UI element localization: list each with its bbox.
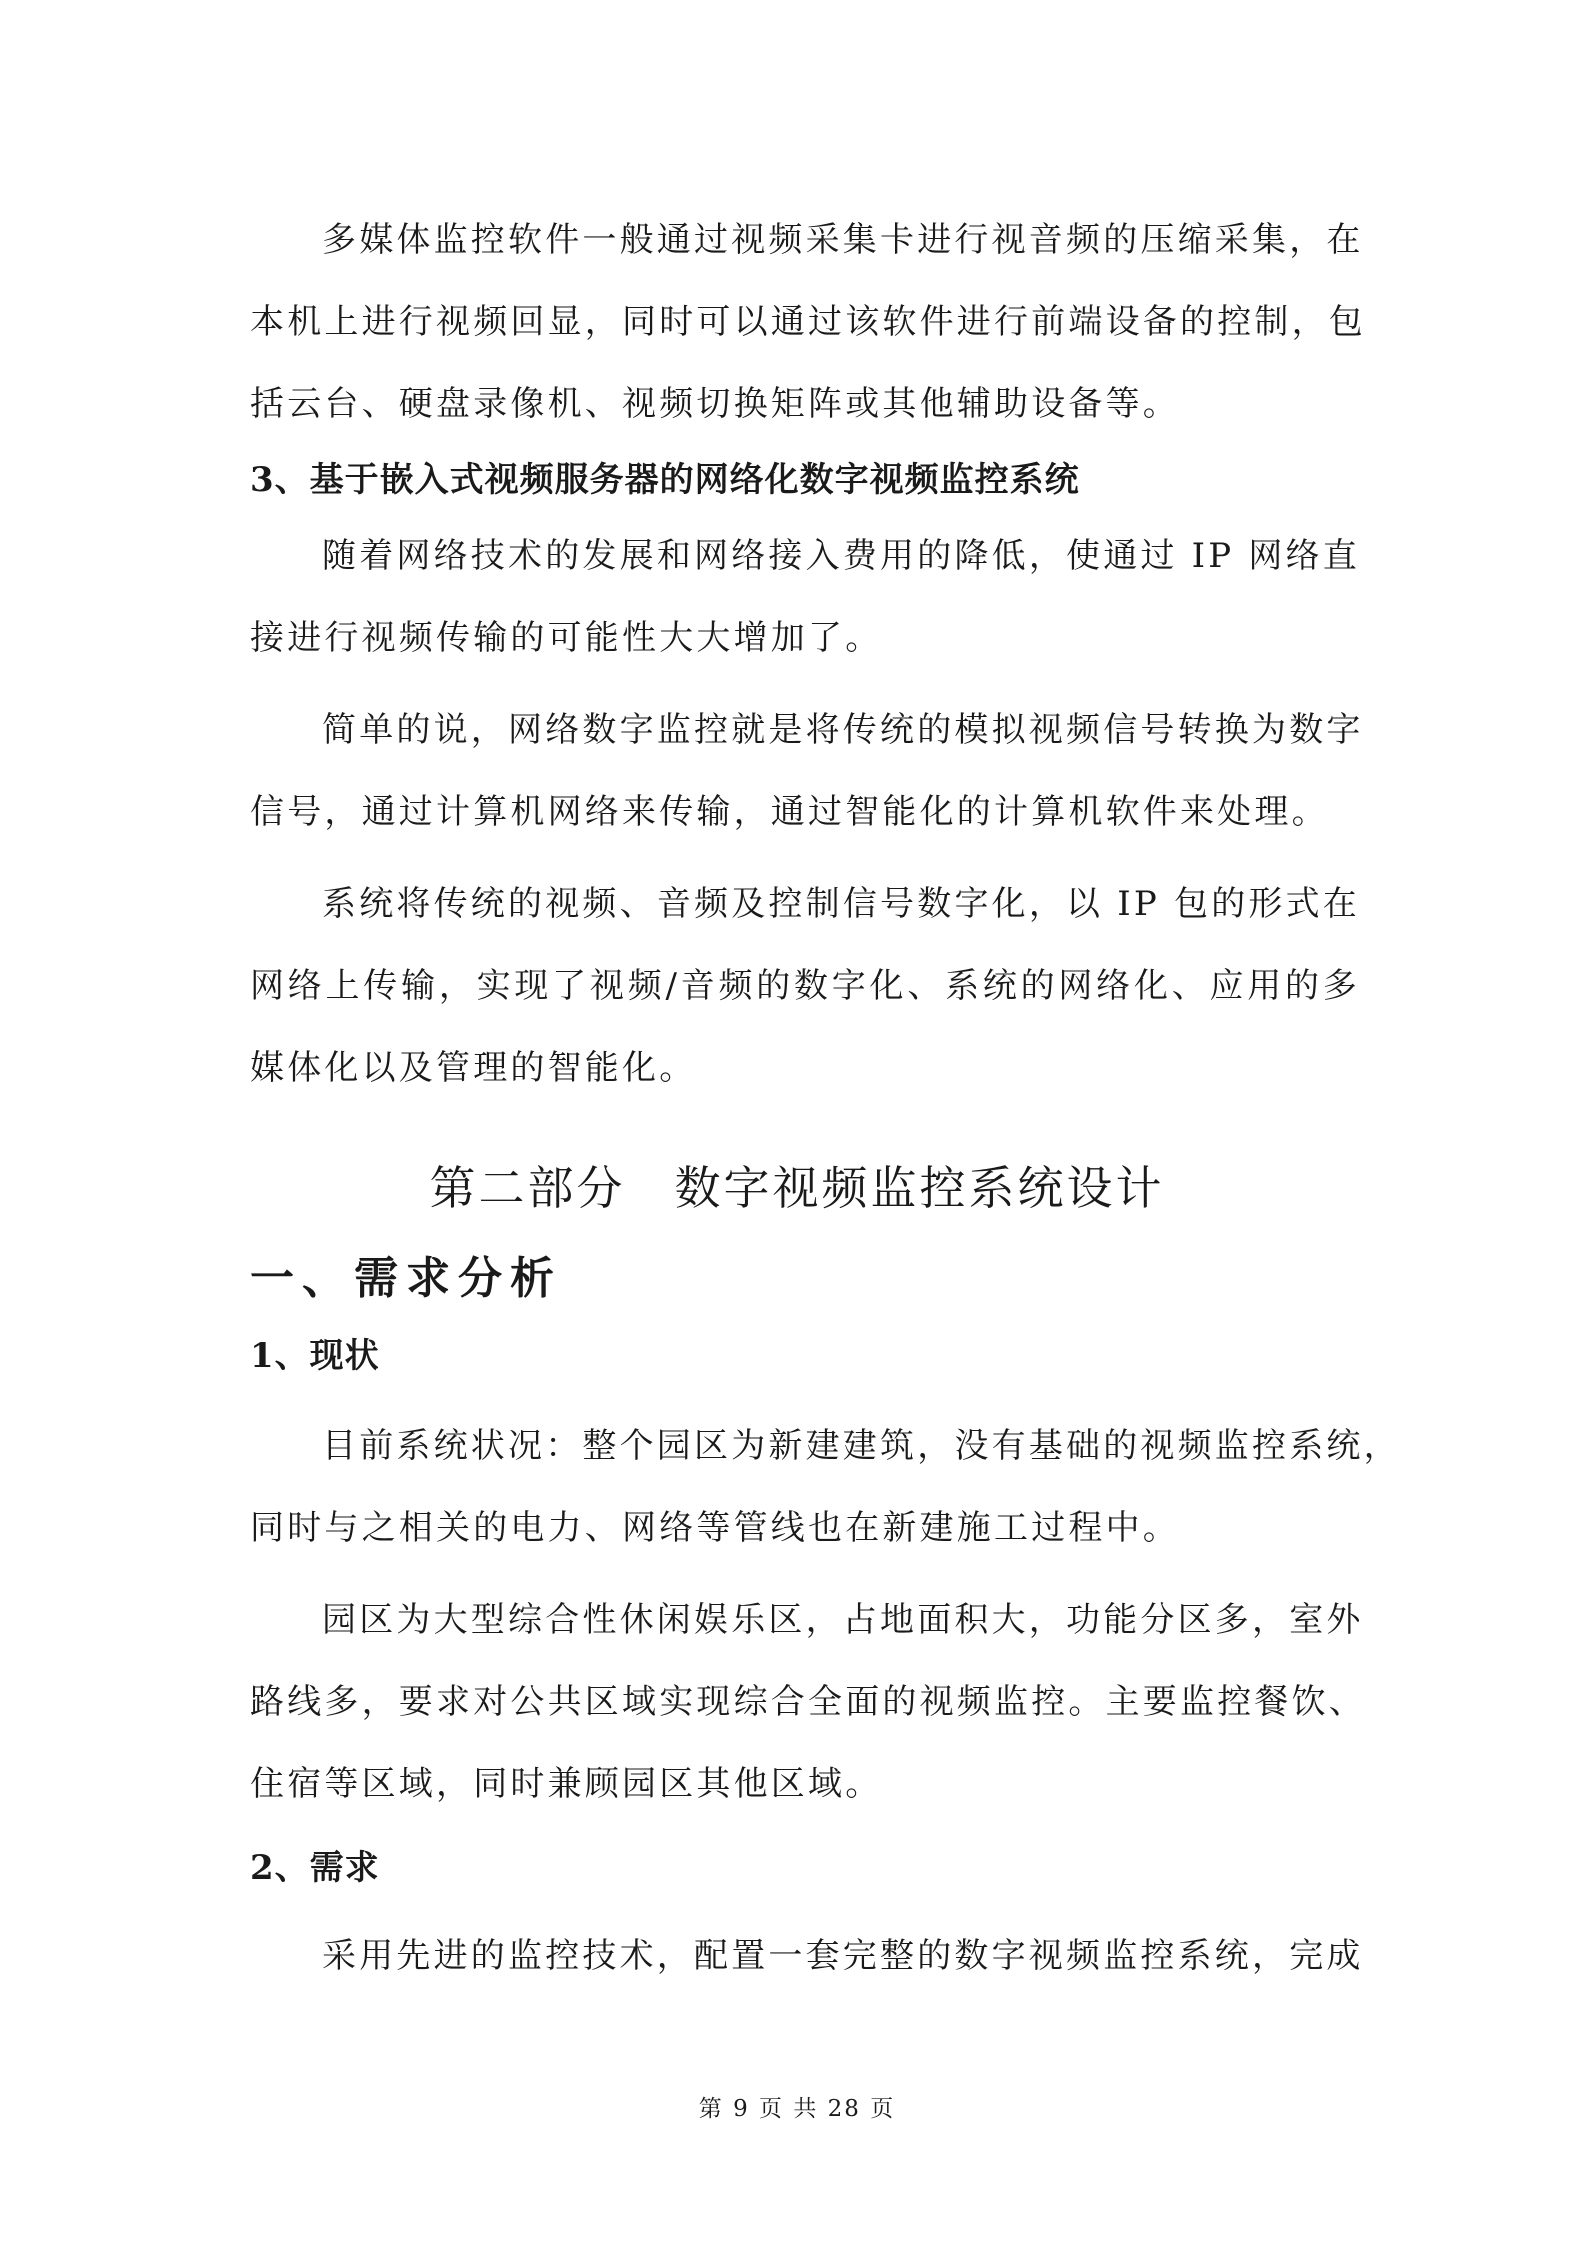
section-title-requirements-analysis: 一、需求分析: [250, 1253, 562, 1304]
para6-line2: 路线多，要求对公共区域实现综合全面的视频监控。主要监控餐饮、: [250, 1682, 1366, 1722]
subheading-requirements: 2、需求: [250, 1848, 380, 1888]
part-title: 第二部分 数字视频监控系统设计: [429, 1161, 1165, 1215]
para5-line1: 目前系统状况：整个园区为新建建筑，没有基础的视频监控系统，: [322, 1426, 1401, 1466]
heading-3-embedded-video-server: 3、基于嵌入式视频服务器的网络化数字视频监控系统: [250, 460, 1080, 500]
para1-line3: 括云台、硬盘录像机、视频切换矩阵或其他辅助设备等。: [250, 384, 1180, 424]
para2-line1: 随着网络技术的发展和网络接入费用的降低，使通过 IP 网络直: [322, 536, 1360, 576]
para4-line2: 网络上传输，实现了视频/音频的数字化、系统的网络化、应用的多: [250, 966, 1360, 1006]
para7-line1: 采用先进的监控技术，配置一套完整的数字视频监控系统，完成: [322, 1936, 1364, 1976]
para4-line3: 媒体化以及管理的智能化。: [250, 1048, 697, 1088]
para3-line1: 简单的说，网络数字监控就是将传统的模拟视频信号转换为数字: [322, 710, 1364, 750]
para2-line2: 接进行视频传输的可能性大大增加了。: [250, 618, 883, 658]
para1-line2: 本机上进行视频回显，同时可以通过该软件进行前端设备的控制，包: [250, 302, 1366, 342]
subheading-current-status: 1、现状: [250, 1336, 380, 1376]
page-number-footer: 第 9 页 共 28 页: [698, 2096, 896, 2122]
para6-line1: 园区为大型综合性休闲娱乐区，占地面积大，功能分区多，室外: [322, 1600, 1364, 1640]
para3-line2: 信号，通过计算机网络来传输，通过智能化的计算机软件来处理。: [250, 792, 1329, 832]
para4-line1: 系统将传统的视频、音频及控制信号数字化，以 IP 包的形式在: [322, 884, 1360, 924]
para1-line1: 多媒体监控软件一般通过视频采集卡进行视音频的压缩采集，在: [322, 220, 1364, 260]
para6-line3: 住宿等区域，同时兼顾园区其他区域。: [250, 1764, 883, 1804]
para5-line2: 同时与之相关的电力、网络等管线也在新建施工过程中。: [250, 1508, 1180, 1548]
